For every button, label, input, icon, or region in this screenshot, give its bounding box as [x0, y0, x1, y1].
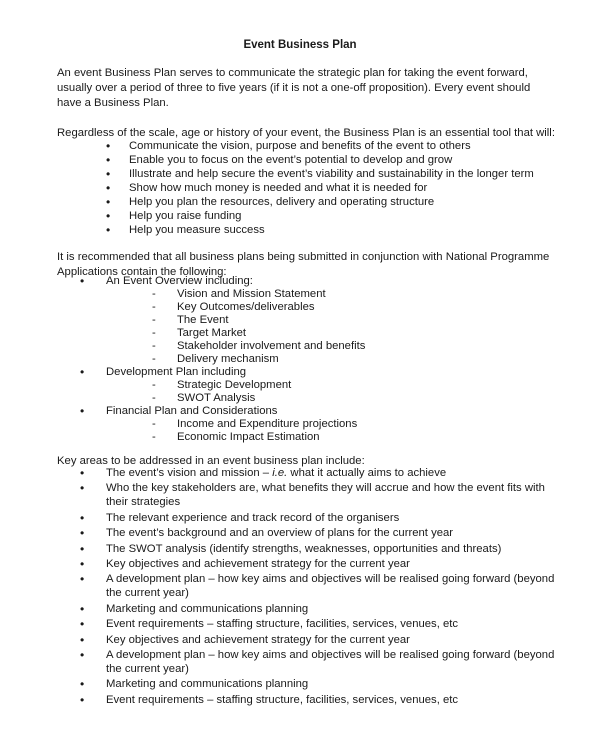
- sub-item: - Delivery mechanism: [0, 353, 365, 366]
- sub-item: - Target Market: [0, 327, 365, 340]
- list-item: • Who the key stakeholders are, what benefits they will accrue and how the event fits with their strategies: [0, 481, 560, 509]
- list-item: • A development plan – how key aims and objectives will be realised going forward (beyond the current year): [0, 648, 560, 676]
- list-item: • Help you measure success: [0, 223, 534, 237]
- sub-item: - Stakeholder involvement and benefits: [0, 340, 365, 353]
- essential-list: [0, 139, 534, 237]
- section-label: Financial Plan and Considerations: [106, 405, 278, 417]
- sub-list: [106, 379, 365, 405]
- list-item: • Illustrate and help secure the event’s viability and sustainability in the longer term: [0, 167, 534, 181]
- sub-item: - Vision and Mission Statement: [0, 288, 365, 301]
- list-item: • Help you raise funding: [0, 209, 534, 223]
- section-label: Development Plan including: [106, 366, 247, 378]
- section-item: [0, 275, 365, 366]
- intro-paragraph: An event Business Plan serves to communicate the strategic plan for taking the event forward, usually over a period of three to five years (if it is not a one-off proposition). Every event should have a Business Plan.: [57, 67, 531, 109]
- sub-item: - Strategic Development: [0, 379, 365, 392]
- list-item: • Key objectives and achievement strategy for the current year: [0, 633, 560, 647]
- item-emphasis: i.e.: [272, 467, 288, 479]
- sub-item: - SWOT Analysis: [0, 392, 365, 405]
- list-item: • The SWOT analysis (identify strengths, weaknesses, opportunities and threats): [0, 542, 560, 556]
- section-label: An Event Overview including:: [106, 275, 253, 287]
- recommended-list: [0, 275, 365, 444]
- section-item: [0, 366, 365, 405]
- list-item: • Communicate the vision, purpose and benefits of the event to others: [0, 139, 534, 153]
- sub-item: - The Event: [0, 314, 365, 327]
- essential-intro: Regardless of the scale, age or history of your event, the Business Plan is an essential tool that will:: [57, 127, 555, 139]
- list-item: • Marketing and communications planning: [0, 677, 560, 691]
- list-item: • The event’s background and an overview of plans for the current year: [0, 526, 560, 540]
- sub-item: - Economic Impact Estimation: [0, 431, 365, 444]
- document-title: Event Business Plan: [243, 39, 357, 51]
- sub-list: [106, 288, 365, 366]
- key-areas-list: [0, 466, 560, 708]
- list-item: • Event requirements – staffing structure, facilities, services, venues, etc: [0, 617, 560, 631]
- list-item: • The relevant experience and track record of the organisers: [0, 511, 560, 525]
- item-suffix: what it actually aims to achieve: [287, 467, 447, 479]
- list-item: • Help you plan the resources, delivery and operating structure: [0, 195, 534, 209]
- sub-item: - Income and Expenditure projections: [0, 418, 365, 431]
- list-item: • Enable you to focus on the event’s potential to develop and grow: [0, 153, 534, 167]
- list-item: • Key objectives and achievement strategy for the current year: [0, 557, 560, 571]
- list-item: • Show how much money is needed and what it is needed for: [0, 181, 534, 195]
- list-item: • Marketing and communications planning: [0, 602, 560, 616]
- section-item: [0, 405, 365, 444]
- list-item: • A development plan – how key aims and objectives will be realised going forward (beyond the current year): [0, 572, 560, 600]
- sub-list: [106, 418, 365, 444]
- list-item: [0, 466, 560, 480]
- sub-item: - Key Outcomes/deliverables: [0, 301, 365, 314]
- item-prefix: The event’s vision and mission –: [106, 467, 273, 479]
- key-areas-intro: Key areas to be addressed in an event business plan include:: [57, 455, 365, 467]
- list-item: • Event requirements – staffing structure, facilities, services, venues, etc: [0, 693, 560, 707]
- recommended-intro: It is recommended that all business plans being submitted in conjunction with National Programme Applications contain the following:: [57, 251, 550, 278]
